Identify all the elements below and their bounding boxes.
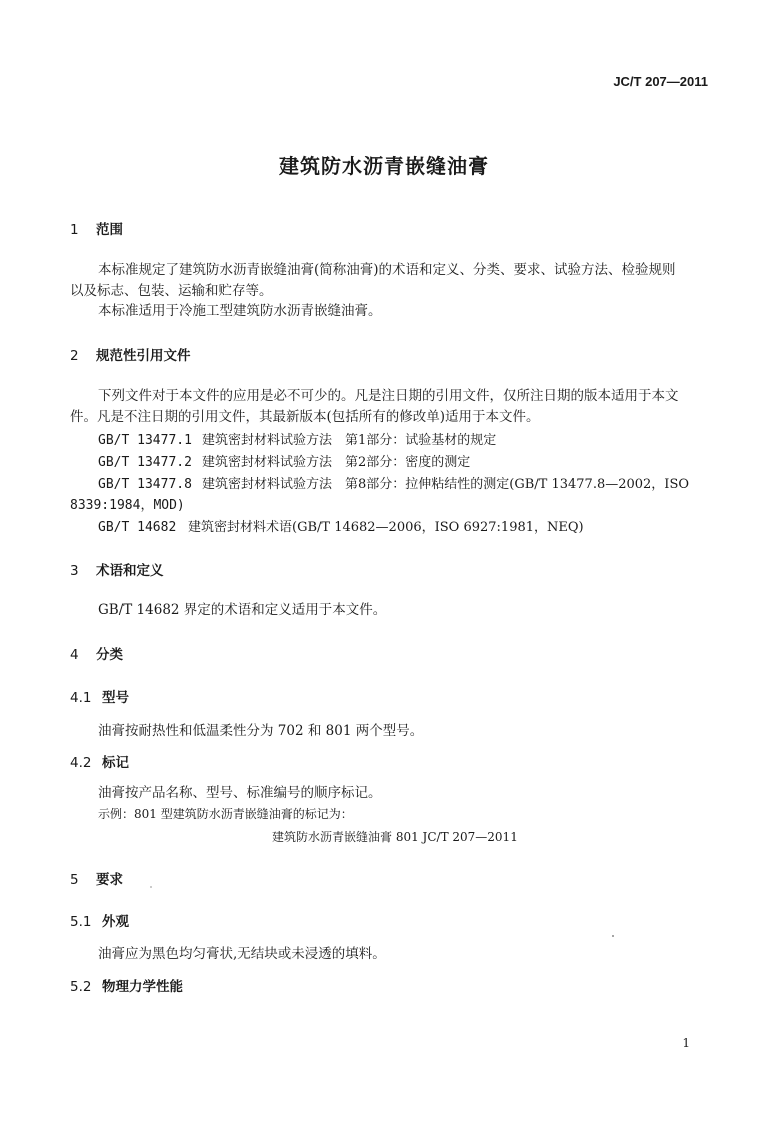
- section-title: 规范性引用文件: [96, 348, 191, 364]
- section-2-paragraph-line-2: 件。凡是不注日期的引用文件，其最新版本(包括所有的修改单)适用于本文件。: [70, 409, 540, 425]
- reference-code: GB/T 14682: [98, 520, 177, 535]
- subsection-title: 型号: [102, 690, 129, 706]
- reference-title: 建筑密封材料术语(GB/T 14682—2006，ISO 6927:1981，NEQ): [188, 520, 584, 535]
- subsection-4-2-heading: [70, 751, 129, 771]
- subsection-4-2-paragraph: 油膏按产品名称、型号、标准编号的顺序标记。: [98, 785, 382, 801]
- section-title: 范围: [96, 222, 123, 238]
- section-3-paragraph: GB/T 14682 界定的术语和定义适用于本文件。: [98, 602, 387, 618]
- scan-speck: [150, 886, 152, 888]
- subsection-4-1-heading: [70, 686, 129, 706]
- reference-item: [98, 451, 470, 470]
- subsection-number: 4.1: [70, 690, 92, 706]
- subsection-title: 物理力学性能: [102, 979, 183, 995]
- section-1-heading: [70, 218, 123, 238]
- subsection-number: 4.2: [70, 755, 92, 771]
- reference-title: 建筑密封材料试验方法 第1部分：试验基材的规定: [202, 433, 497, 448]
- subsection-5-1-paragraph: 油膏应为黑色均匀膏状,无结块或未浸透的填料。: [98, 946, 386, 962]
- scan-speck: [612, 935, 614, 937]
- subsection-4-1-paragraph: 油膏按耐热性和低温柔性分为 702 和 801 两个型号。: [98, 723, 424, 739]
- reference-item: [98, 429, 496, 448]
- page-number: 1: [682, 1036, 690, 1050]
- section-number: 3: [70, 563, 79, 579]
- reference-continuation: [70, 494, 185, 513]
- subsection-5-1-heading: [70, 910, 129, 930]
- section-2-paragraph-line-1: 下列文件对于本文件的应用是必不可少的。凡是注日期的引用文件，仅所注日期的版本适用于本文: [98, 388, 679, 404]
- section-number: 4: [70, 647, 79, 663]
- standard-code: JC/T 207—2011: [613, 74, 708, 89]
- section-title: 术语和定义: [96, 563, 164, 579]
- document-title: 建筑防水沥青嵌缝油膏: [279, 154, 489, 178]
- section-number: 1: [70, 222, 79, 238]
- section-1-paragraph-1-line-1: 本标准规定了建筑防水沥青嵌缝油膏(简称油膏)的术语和定义、分类、要求、试验方法、检验规则: [98, 262, 676, 278]
- section-1-paragraph-1-line-2: 以及标志、包装、运输和贮存等。: [70, 283, 273, 299]
- reference-item: [98, 516, 584, 535]
- section-number: 5: [70, 872, 79, 888]
- section-number: 2: [70, 348, 79, 364]
- reference-title: 建筑密封材料试验方法 第8部分：拉伸粘结性的测定(GB/T 13477.8—2002，ISO: [202, 477, 690, 492]
- section-4-heading: [70, 643, 123, 663]
- reference-item: [98, 473, 689, 492]
- reference-code: GB/T 13477.2: [98, 455, 192, 470]
- section-title: 分类: [96, 647, 123, 663]
- reference-title: 建筑密封材料试验方法 第2部分：密度的测定: [202, 455, 471, 470]
- reference-code: GB/T 13477.8: [98, 477, 192, 492]
- subsection-number: 5.1: [70, 914, 92, 930]
- section-1-paragraph-2: 本标准适用于冷施工型建筑防水沥青嵌缝油膏。: [98, 303, 382, 319]
- section-5-heading: [70, 868, 123, 888]
- reference-code: GB/T 13477.1: [98, 433, 192, 448]
- subsection-number: 5.2: [70, 979, 92, 995]
- section-3-heading: [70, 559, 164, 579]
- subsection-title: 标记: [102, 755, 129, 771]
- subsection-title: 外观: [102, 914, 129, 930]
- section-title: 要求: [96, 872, 123, 888]
- subsection-5-2-heading: [70, 975, 183, 995]
- marking-example-label: 示例：801 型建筑防水沥青嵌缝油膏的标记为：: [98, 807, 353, 821]
- marking-example: 建筑防水沥青嵌缝油膏 801 JC/T 207—2011: [272, 830, 518, 844]
- reference-code: 8339:1984，MOD): [70, 498, 185, 513]
- section-2-heading: [70, 344, 191, 364]
